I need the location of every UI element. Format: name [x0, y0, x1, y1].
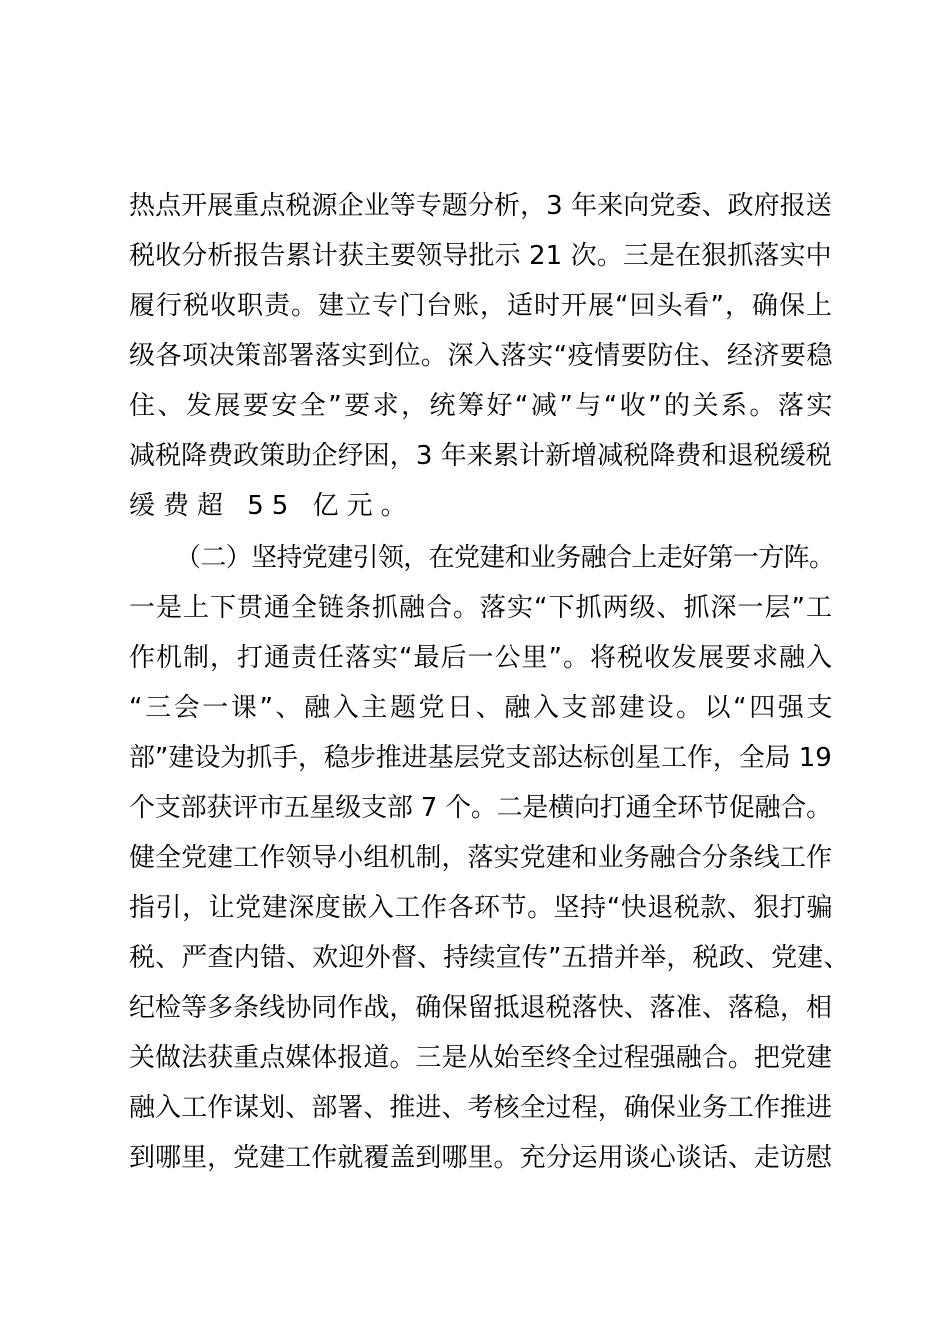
text-line: 住、发展要安全”要求，统筹好“减”与“收”的关系。落实 — [129, 391, 835, 421]
text-line: 一是上下贯通全链条抓融合。落实“下抓两级、抓深一层”工 — [129, 593, 833, 623]
text-line: 履行税收职责。建立专门台账，适时开展“回头看”，确保上 — [129, 291, 833, 321]
text-line: 到哪里，党建工作就覆盖到哪里。充分运用谈心谈话、走访慰 — [129, 1143, 833, 1173]
text-line: 纪检等多条线协同作战，确保留抵退税落快、落准、落稳，相 — [129, 993, 833, 1023]
text-line: 健全党建工作领导小组机制，落实党建和业务融合分条线工作 — [129, 843, 833, 873]
text-line: 融入工作谋划、部署、推进、考核全过程，确保业务工作推进 — [129, 1093, 833, 1123]
text-line: 缓费超 55 亿元。 — [129, 491, 415, 521]
text-line: 部”建设为抓手，稳步推进基层党支部达标创星工作，全局 19 — [129, 743, 832, 773]
text-line: 减税降费政策助企纾困，3 年来累计新增减税降费和退税缓税 — [129, 441, 832, 471]
text-line: 级各项决策部署落实到位。深入落实“疫情要防住、经济要稳 — [129, 341, 834, 371]
text-line: 税、严查内错、欢迎外督、持续宣传”五措并举，税政、党建、 — [129, 943, 850, 973]
section-heading: （二）坚持党建引领，在党建和业务融合上走好第一方阵。 — [175, 543, 835, 573]
text-line: 税收分析报告累计获主要领导批示 21 次。三是在狠抓落实中 — [129, 241, 832, 271]
text-line: “三会一课”、融入主题党日、融入支部建设。以“四强支 — [129, 693, 836, 723]
text-line: 关做法获重点媒体报道。三是从始至终全过程强融合。把党建 — [129, 1043, 833, 1073]
text-line: 作机制，打通责任落实“最后一公里”。将税收发展要求融入 — [129, 643, 833, 673]
text-line: 指引，让党建深度嵌入工作各环节。坚持“快退税款、狠打骗 — [129, 893, 834, 923]
text-line: 热点开展重点税源企业等专题分析，3 年来向党委、政府报送 — [129, 191, 832, 221]
text-line: 个支部获评市五星级支部 7 个。二是横向打通全环节促融合。 — [129, 793, 832, 823]
